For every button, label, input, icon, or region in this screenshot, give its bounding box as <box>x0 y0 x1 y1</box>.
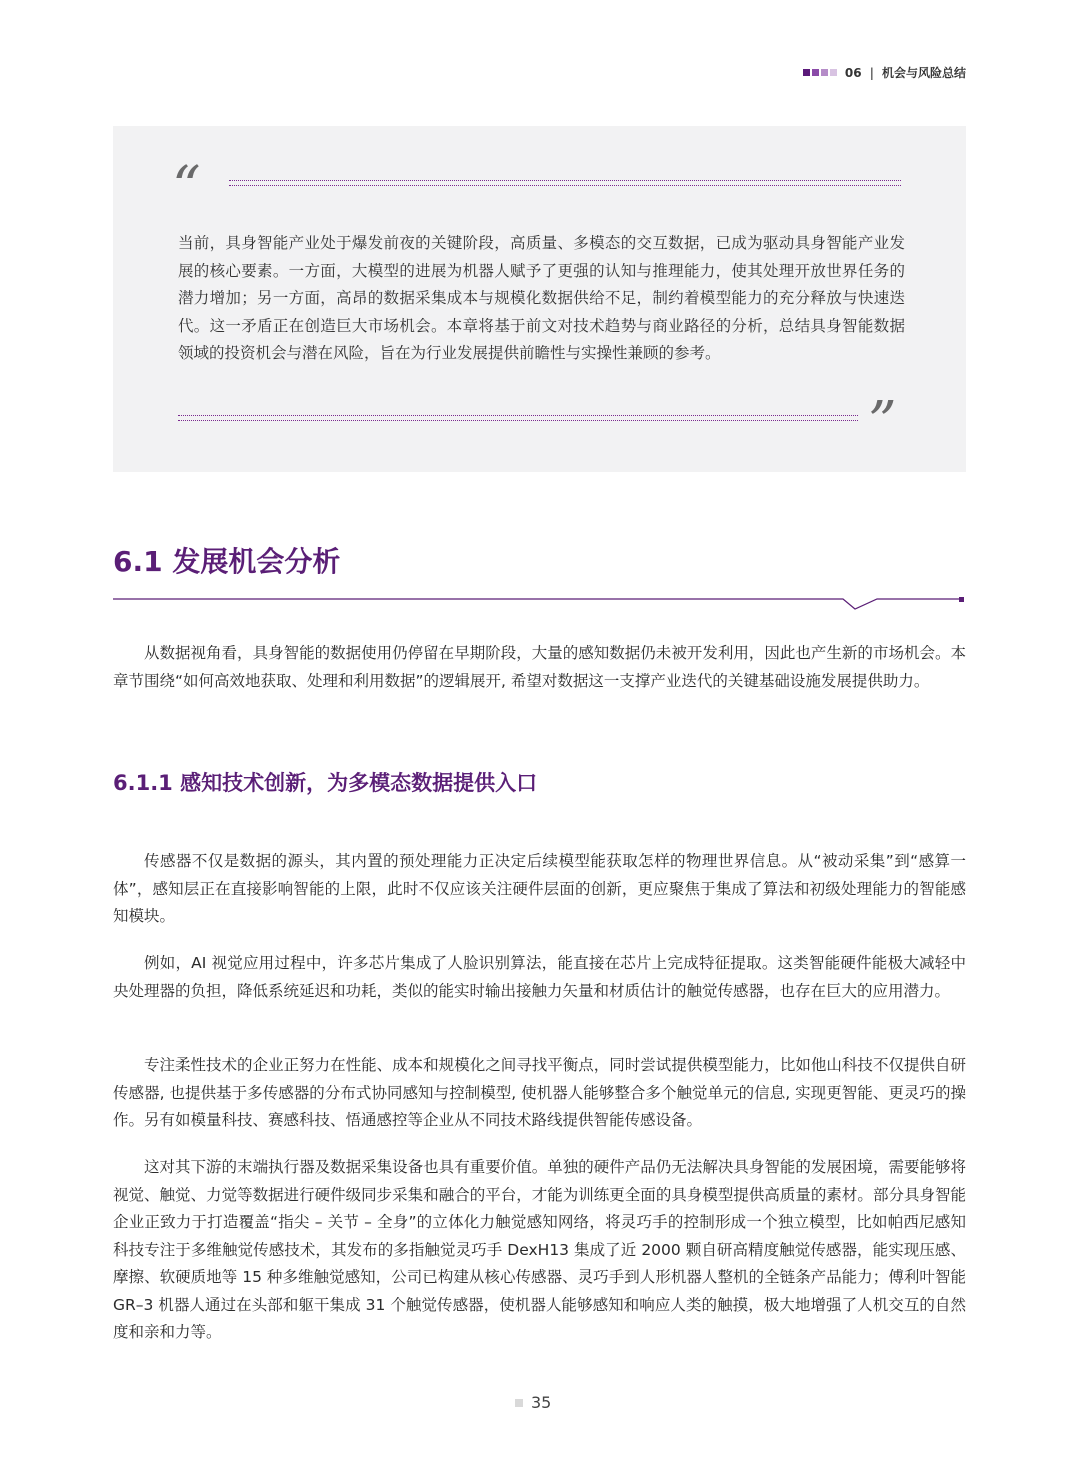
section-title: 6.1 发展机会分析 <box>113 545 341 578</box>
body-paragraph: 这对其下游的末端执行器及数据采集设备也具有重要价值。单独的硬件产品仍无法解决具身智能的发展困境，需要能够将视觉、触觉、力觉等数据进行硬件级同步采集和融合的平台，才能为训练更全面的具身模型提供高质量的素材。部分具身智能企业正致力于打造覆盖“指尖 – 关节 – 全身”的立体化力触觉感知网络，将灵巧手的控制形成一个独立模型，比如帕西尼感知科技专注于多维触觉传感技术，其发布的多指触觉灵巧手 DexH13 集成了近 2000 颗自研高精度触觉传感器，能实现压感、摩擦、软硬质地等 15 种多维触觉感知，公司已构建从核心传感器、灵巧手到人形机器人整机的全链条产品能力；傅利叶智能 GR–3 机器人通过在头部和躯干集成 31 个触觉传感器，使机器人能够感知和响应人类的触摸，极大地增强了人机交互的自然度和亲和力等。 <box>113 1158 966 1341</box>
subsection-title: 6.1.1 感知技术创新，为多模态数据提供入口 <box>113 771 538 795</box>
page-footer <box>515 1393 551 1412</box>
header-separator: | <box>869 65 874 80</box>
underline-end-marker <box>959 597 964 602</box>
open-quote-icon: “ <box>172 155 201 220</box>
running-header <box>803 64 966 81</box>
underline-path <box>113 599 961 609</box>
dotted-divider-top <box>229 180 901 186</box>
page-number: 35 <box>531 1393 552 1412</box>
close-quote-icon: ” <box>868 390 897 455</box>
chapter-number: 06 <box>844 65 862 80</box>
decor-square <box>821 69 828 76</box>
body-paragraph: 专注柔性技术的企业正努力在性能、成本和规模化之间寻找平衡点，同时尝试提供模型能力，比如他山科技不仅提供自研传感器, 也提供基于多传感器的分布式协同感知与控制模型, 使机器人能够整合多个触觉单元的信息, 实现更智能、更灵巧的操作。另有如模量科技、赛感科技、悟通感控等企业从不同技术路线提供智能传感设备。 <box>113 1056 966 1129</box>
chapter-title: 机会与风险总结 <box>881 66 966 80</box>
decor-square <box>812 69 819 76</box>
body-paragraph: 传感器不仅是数据的源头，其内置的预处理能力正决定后续模型能获取怎样的物理世界信息。从“被动采集”到“感算一体”，感知层正在直接影响智能的上限，此时不仅应该关注硬件层面的创新，更应聚焦于集成了算法和初级处理能力的智能感知模块。 <box>113 852 966 925</box>
page-number-marker <box>515 1399 523 1407</box>
decor-square <box>803 69 810 76</box>
summary-quote-text: 当前，具身智能产业处于爆发前夜的关键阶段，高质量、多模态的交互数据，已成为驱动具身智能产业发展的核心要素。一方面，大模型的进展为机器人赋予了更强的认知与推理能力，使其处理开放世界任务的潜力增加；另一方面，高昂的数据采集成本与规模化数据供给不足，制约着模型能力的充分释放与快速迭代。这一矛盾正在创造巨大市场机会。本章将基于前文对技术趋势与商业路径的分析，总结具身智能数据领域的投资机会与潜在风险，旨在为行业发展提供前瞻性与实操性兼顾的参考。 <box>178 234 905 362</box>
decor-square <box>830 69 837 76</box>
section-title-underline <box>113 596 966 616</box>
section-intro-paragraph: 从数据视角看，具身智能的数据使用仍停留在早期阶段，大量的感知数据仍未被开发利用，因此也产生新的市场机会。本章节围绕“如何高效地获取、处理和利用数据”的逻辑展开, 希望对数据这一支撑产业迭代的关键基础设施发展提供助力。 <box>113 644 966 690</box>
body-paragraph: 例如，AI 视觉应用过程中，许多芯片集成了人脸识别算法，能直接在芯片上完成特征提取。这类智能硬件能极大减轻中央处理器的负担，降低系统延迟和功耗，类似的能实时输出接触力矢量和材质估计的触觉传感器，也存在巨大的应用潜力。 <box>113 954 966 1000</box>
dotted-divider-bottom <box>178 415 858 421</box>
header-decor-squares <box>803 69 837 76</box>
